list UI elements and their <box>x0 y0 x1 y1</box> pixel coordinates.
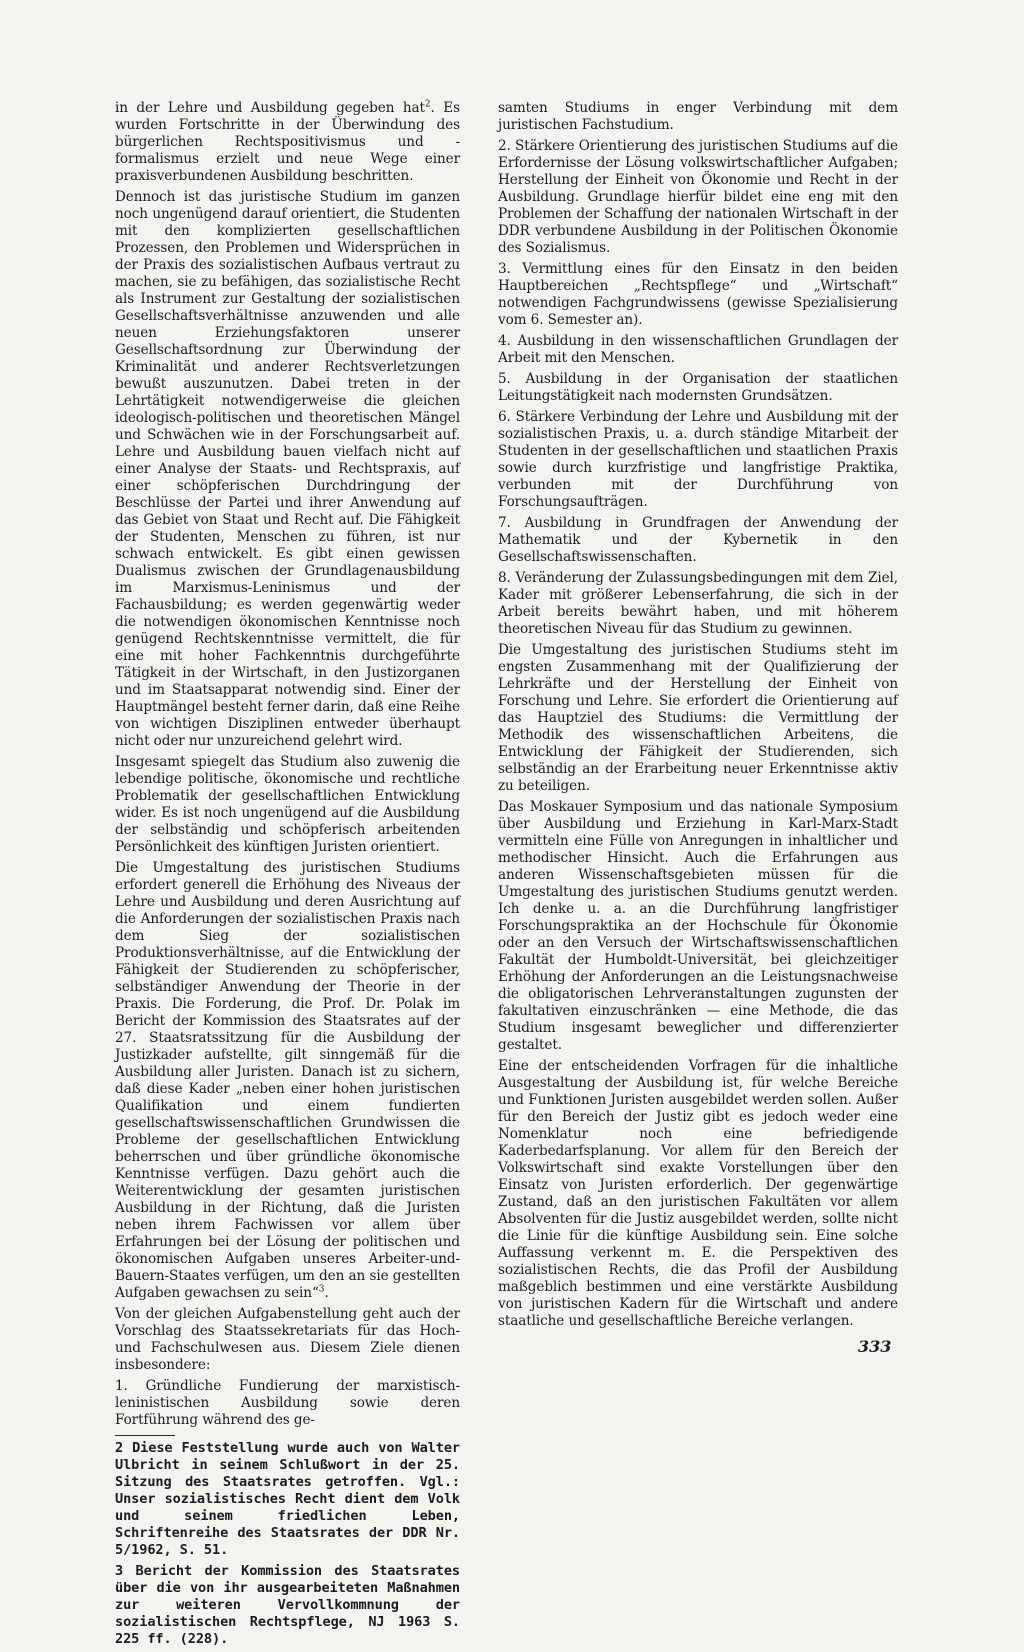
list-item: 8. Veränderung der Zulassungsbedingungen mit dem Ziel, Kader mit größerer Lebenserfahrung, die sich in der Arbeit bereits bewährt haben, und mit höherem theoretischen Niveau für das Studium zu gewinnen. <box>498 570 898 637</box>
right-column <box>498 100 898 1334</box>
paragraph: Dennoch ist das juristische Studium im ganzen noch ungenügend darauf orientiert, die Studenten mit den komplizierten gesellschaftlichen Prozessen, den Problemen und Widersprüchen in der Praxis des sozialistischen Aufbaus vertraut zu machen, sie zu befähigen, das sozialistische Recht als Instrument zur Gestaltung der sozialistischen Gesellschaftsverhältnisse anzuwenden und alle neuen Erziehungsfaktoren unserer Gesellschaftsordnung zur Überwindung der Kriminalität und anderer Rechtsverletzungen bewußt auszunutzen. Dabei treten in der Lehrtätigkeit notwendigerweise die gleichen ideologisch-politischen und theoretischen Mängel und Schwächen wie in der Forschungsarbeit auf. Lehre und Ausbildung bauen vielfach nicht auf einer Analyse der Staats- und Rechtspraxis, auf einer schöpferischen Durchdringung der Beschlüsse der Partei und ihrer Anwendung auf das Gebiet von Staat und Recht auf. Die Fähigkeit der Studenten, Menschen zu führen, ist nur schwach entwickelt. Es gibt einen gewissen Dualismus zwischen der Grundlagenausbildung im Marxismus-Leninismus und der Fachausbildung; es werden gegenwärtig weder die notwendigen ökonomischen Kenntnisse noch genügend Rechtskenntnisse vermittelt, die für eine mit hoher Fachkenntnis durchgeführte Tätigkeit in der Wirtschaft, in den Justizorganen und im Staatsapparat notwendig sind. Einer der Hauptmängel besteht ferner darin, daß eine Reihe von wichtigen Disziplinen entweder überhaupt nicht oder nur unzureichend gelehrt wird. <box>115 189 460 749</box>
paragraph: Das Moskauer Symposium und das nationale Symposium über Ausbildung und Erziehung in Karl-Marx-Stadt vermitteln eine Fülle von Anregungen in inhaltlicher und methodischer Hinsicht. Auch die Erfahrungen aus anderen Wissenschaftsgebieten müssen für die Umgestaltung des juristischen Studiums genutzt werden. Ich denke u. a. an die Durchführung langfristiger Forschungspraktika an der Hochschule für Ökonomie oder an den Versuch der Wirtschaftswissenschaftlichen Fakultät der Humboldt-Universität, bei gleichzeitiger Erhöhung der Anforderungen an die Leistungsnachweise die obligatorischen Lehrveranstaltungen zugunsten der fakultativen einzuschränken — eine Methode, die das Studium insgesamt beweglicher und differenzierter gestaltet. <box>498 799 898 1053</box>
list-item: 2. Stärkere Orientierung des juristischen Studiums auf die Erfordernisse der Lösung volkswirtschaftlicher Aufgaben; Herstellung der Einheit von Ökonomie und Recht in der Ausbildung. Grundlage hierfür bildet eine eng mit den Problemen der Schaffung der nationalen Wirtschaft in der DDR verbundene Ausbildung in der Politischen Ökonomie des Sozialismus. <box>498 138 898 256</box>
page-number: 333 <box>858 1337 892 1356</box>
paragraph: Eine der entscheidenden Vorfragen für die inhaltliche Ausgestaltung der Ausbildung ist, für welche Bereiche und Funktionen Juristen ausgebildet werden sollen. Außer für den Bereich der Justiz gibt es jedoch weder eine Nomenklatur noch eine befriedigende Kaderbedarfsplanung. Vor allem für den Bereich der Volkswirtschaft sind exakte Vorstellungen über den Einsatz von Juristen erforderlich. Der gegenwärtige Zustand, daß an den juristischen Fakultäten vor allem Absolventen für die Justiz ausgebildet werden, sollte nicht die Linie für die künftige Ausbildung sein. Eine solche Auffassung verkennt m. E. die Perspektiven des sozialistischen Rechts, die das Profil der Ausbildung maßgeblich bestimmen und eine verstärkte Ausbildung von juristischen Kadern für die Wirtschaft und andere staatliche und gesellschaftliche Bereiche verlangen. <box>498 1058 898 1329</box>
paragraph: Insgesamt spiegelt das Studium also zuwenig die lebendige politische, ökonomische und rechtliche Problematik der gesellschaftlichen Entwicklung wider. Es ist noch ungenügend auf die Ausbildung der selbständig und schöpferisch arbeitenden Persönlichkeit des künftigen Juristen orientiert. <box>115 754 460 855</box>
paragraph: 1. Gründliche Fundierung der marxistisch-leninistischen Ausbildung sowie deren Fortführung während des ge- <box>115 1378 460 1428</box>
footnote-ref: 2 <box>424 99 431 110</box>
list-item: 7. Ausbildung in Grundfragen der Anwendung der Mathematik und der Kybernetik in den Gesellschaftswissenschaften. <box>498 515 898 565</box>
list-item: 6. Stärkere Verbindung der Lehre und Ausbildung mit der sozialistischen Praxis, u. a. durch ständige Mitarbeit der Studenten in der gesellschaftlichen und staatlichen Praxis sowie durch kurzfristige und langfristige Praktika, verbunden mit der Durchführung von Forschungsaufträgen. <box>498 409 898 510</box>
footnote-divider <box>115 1435 175 1436</box>
list-item: 3. Vermittlung eines für den Einsatz in den beiden Hauptbereichen „Rechtspflege“ und „Wirtschaft“ notwendigen Fachgrundwissens (gewisse Spezialisierung vom 6. Semester an). <box>498 261 898 328</box>
paragraph-text: . Es wurden <box>115 100 460 133</box>
paragraph <box>115 860 460 1302</box>
footnote: 2 Diese Feststellung wurde auch von Walter Ulbricht in seinem Schlußwort in der 25. Sitzung des Staatsrates getroffen. Vgl.: Unser sozialistisches Recht dient dem Volk und seinem friedlichen Leben, Schriftenreihe des Staatsrates der DDR Nr. 5/1962, S. 51. <box>115 1440 460 1558</box>
paragraph: Von der gleichen Aufgabenstellung geht auch der Vorschlag des Staatssekretariats für das Hoch- und Fachschulwesen aus. Diesem Ziele dienen insbesondere: <box>115 1306 460 1373</box>
list-item: 4. Ausbildung in den wissenschaftlichen Grundlagen der Arbeit mit den Menschen. <box>498 333 898 366</box>
paragraph: samten Studiums in enger Verbindung mit dem juristischen Fachstudium. <box>498 100 898 133</box>
paragraph-text: . <box>324 1285 329 1301</box>
left-column <box>115 100 460 1652</box>
paragraph <box>115 100 460 185</box>
paragraph-text: Fortschritte in der Überwindung des bürgerlichen Rechtspositivismus und -formalismus erzielt und neue Wege einer praxisverbundenen Ausbildung beschritten. <box>115 117 460 184</box>
paragraph-text: in der Lehre und Ausbildung gegeben hat <box>115 100 425 116</box>
list-item: 5. Ausbildung in der Organisation der staatlichen Leitungstätigkeit nach modernsten Grundsätzen. <box>498 371 898 404</box>
paragraph: Die Umgestaltung des juristischen Studiums steht im engsten Zusammenhang mit der Qualifizierung der Lehrkräfte und der Herstellung der Einheit von Forschung und Lehre. Sie erfordert die Orientierung auf das Hauptziel des Studiums: die Vermittlung der Methodik des wissenschaftlichen Arbeitens, die Entwicklung der Fähigkeit der Studierenden, sich selbständig an der Erarbeitung neuer Erkenntnisse aktiv zu beteiligen. <box>498 642 898 794</box>
paragraph-text: Die Umgestaltung des juristischen Studiums erfordert generell die Erhöhung des Niveaus der Lehre und Ausbildung und deren Ausrichtung auf die Anforderungen der sozialistischen Praxis nach dem Sieg der sozialistischen Produktionsverhältnisse, auf die Entwicklung der Fähigkeit der Studierenden zu schöpferischer, selbständiger Anwendung der Theorie in der Praxis. Die Forderung, die Prof. Dr. Polak im Bericht der Kommission des Staatsrates auf der 27. Staatsratssitzung für die Ausbildung der Justizkader aufstellte, gilt sinngemäß für die Ausbildung aller Juristen. Danach ist zu sichern, daß diese Kader „neben einer hohen juristischen Qualifikation und einem fundierten gesellschaftswissenschaftlichen Grundwissen die Probleme der gesellschaftlichen Entwicklung beherrschen und über gründliche ökonomische Kenntnisse verfügen. Dazu gehört auch die Weiterentwicklung der gesamten juristischen Ausbildung in der Richtung, daß die Juristen neben ihrem Fachwissen vor allem über Erfahrungen bei der Lösung der politischen und ökonomischen Aufgaben unseres Arbeiter-und-Bauern-Staates verfügen, um den an sie gestellten Aufgaben gewachsen zu sein“ <box>115 860 460 1301</box>
footnote: 3 Bericht der Kommission des Staatsrates über die von ihr ausgearbeiteten Maßnahmen zur weiteren Vervollkommnung der sozialistischen Rechtspflege, NJ 1963 S. 225 ff. (228). <box>115 1563 460 1647</box>
footnote-ref: 3 <box>318 1284 325 1295</box>
